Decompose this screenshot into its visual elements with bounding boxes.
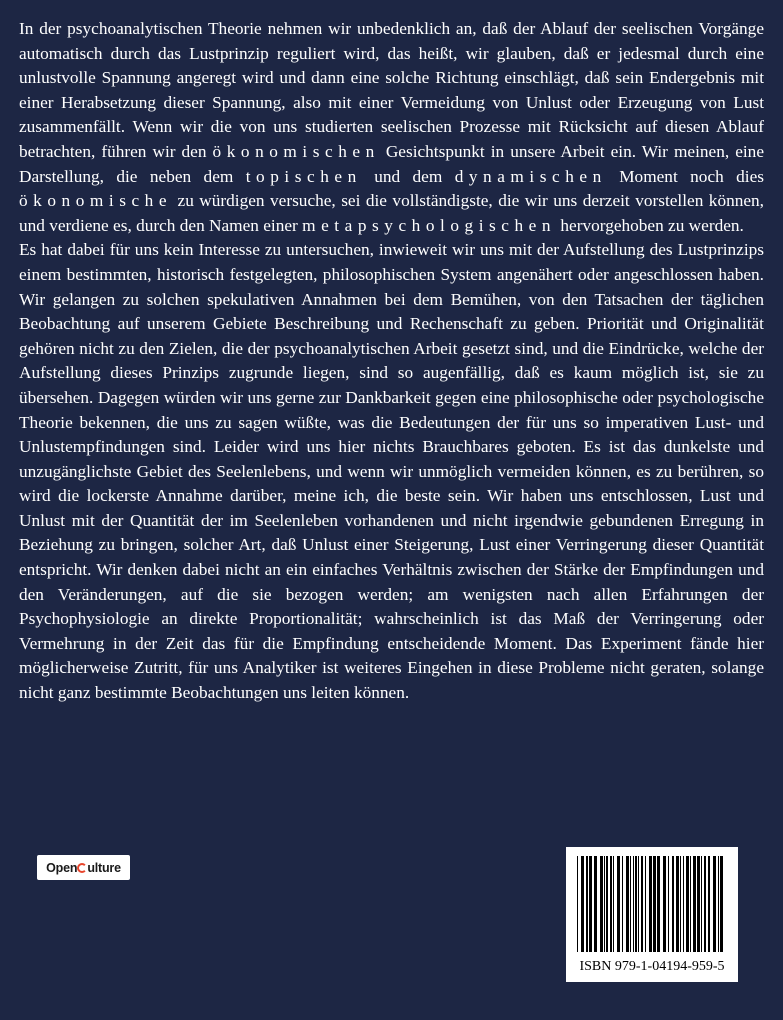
barcode-bar xyxy=(633,856,634,952)
paragraph-2: Es hat dabei für uns kein Interesse zu untersuchen, inwieweit wir uns mit der Aufstellung des Lustprinzips einem bestimmten, historisch festgelegten, philosophischen System angenähert oder angeschlossen haben. Wir gelangen zu solchen spekulativen Annahmen bei dem Bemühen, von den Tatsachen der täglichen Beobachtung auf unserem Gebiete Beschreibung und Rechenschaft zu geben. Priorität und Originalität gehören nicht zu den Zielen, die der psychoanalytischen Arbeit gesetzt sind, und die Eindrücke, welche der Aufstellung dieses Prinzips zugrunde liegen, sind so augenfällig, daß es kaum möglich ist, sie zu übersehen. Dagegen würden wir uns gerne zur Dankbarkeit gegen eine philosophische oder psychologische Theorie bekennen, die uns zu sagen wüßte, was die Bedeutungen der für uns so imperativen Lust- und Unlustempfindungen sind. Leider wird uns hier nichts Brauchbares geboten. Es ist das dunkelste und unzugänglichste Gebiet des Seelenlebens, und wenn wir unmöglich vermeiden können, es zu berühren, so wird die lockerste Annahme darüber, meine ich, die beste sein. Wir haben uns entschlossen, Lust und Unlust mit der Quantität der im Seelenleben vorhandenen und nicht irgendwie gebundenen Erregung in Beziehung zu bringen, solcher Art, daß Unlust einer Steigerung, Lust einer Verringerung dieser Quantität entspricht. Wir denken dabei nicht an ein einfaches Verhältnis zwischen der Stärke der Empfindungen und den Veränderungen, auf die sie bezogen werden; am wenigsten nach allen Erfahrungen der Psychophysiologie an direkte Proportionalität; wahrscheinlich ist das Maß der Verringerung oder Vermehrung in der Zeit das für die Empfindung entscheidende Moment. Das Experiment fände hier möglicherweise Zutritt, für uns Analytiker ist weiteres Eingehen in diese Probleme nicht geraten, solange nicht ganz bestimmte Beobachtungen uns leiten können. xyxy=(19,240,764,703)
barcode-bar xyxy=(663,856,666,952)
barcode-bar xyxy=(613,856,614,952)
barcode-bar xyxy=(672,856,674,952)
openculture-logo xyxy=(37,855,130,880)
barcode-bar xyxy=(676,856,679,952)
barcode-box xyxy=(566,847,738,982)
text-run: Moment noch dies xyxy=(606,166,764,186)
spaced-word: ökonomischen xyxy=(212,141,380,161)
logo-c-icon xyxy=(77,863,87,873)
barcode-bar xyxy=(617,856,620,952)
logo-text-culture: ulture xyxy=(87,860,121,875)
logo-text-open: Open xyxy=(46,860,78,875)
barcode-bar xyxy=(594,856,597,952)
barcode-bar xyxy=(641,856,643,952)
barcode-bar xyxy=(704,856,706,952)
barcode-bar xyxy=(718,856,719,952)
back-cover-text xyxy=(19,17,764,706)
spaced-word: topischen xyxy=(245,166,362,186)
barcode-bar xyxy=(604,856,605,952)
barcode-bar xyxy=(600,856,603,952)
text-run: und dem xyxy=(361,166,455,186)
barcode-bar xyxy=(638,856,639,952)
isbn-label: ISBN 979-1-04194-959-5 xyxy=(579,959,725,974)
spaced-word: dynamischen xyxy=(454,166,607,186)
barcode-bar xyxy=(622,856,623,952)
barcode-bar xyxy=(690,856,691,952)
barcode-bar xyxy=(581,856,584,952)
text-run: Gesichtspunkt in unsere Arbeit ein. Wir meinen, eine Darstellung, die neben dem xyxy=(19,141,764,186)
barcode-bar xyxy=(683,856,684,952)
barcode-bar xyxy=(626,856,629,952)
barcode-bar xyxy=(708,856,710,952)
barcode-bars xyxy=(575,856,729,956)
text-run: In der psychoanalytischen Theorie nehmen wir unbedenklich an, daß der Ablauf der seelischen Vorgänge automatisch durch das Lustprinzip reguliert wird, das heißt, wir glauben, daß er jedesmal durch eine unlustvolle Spannung angeregt wird und dann eine solche Richtung einschlägt, daß sein Endergebnis mit einer Herabsetzung dieser Spannung, also mit einer Vermeidung von Unlust oder Erzeugung von Lust zusammenfällt. Wenn wir die von uns studierten seelischen Prozesse mit Rücksicht auf diesen Ablauf betrachten, führen wir den xyxy=(19,19,764,161)
barcode-bar xyxy=(586,856,588,952)
barcode-bar xyxy=(686,856,689,952)
text-run: zu würdigen versuche, sei die vollständigste, die wir uns derzeit vorstellen können, und verdiene es, durch den Namen einer xyxy=(19,191,764,235)
barcode-bar xyxy=(693,856,696,952)
barcode-bar xyxy=(645,856,646,952)
spaced-word: ökonomische xyxy=(19,191,173,211)
barcode-bar xyxy=(657,856,660,952)
barcode-bar xyxy=(610,856,612,952)
barcode-bar xyxy=(606,856,608,952)
spaced-word: metapsychologischen xyxy=(302,215,557,235)
barcode-bar xyxy=(697,856,700,952)
barcode-bar xyxy=(720,856,723,952)
barcode-bar xyxy=(680,856,681,952)
text-run: hervorgehoben zu werden. xyxy=(556,215,744,235)
paragraph-1 xyxy=(19,17,764,238)
barcode-bar xyxy=(635,856,637,952)
barcode-bar xyxy=(649,856,652,952)
barcode-bar xyxy=(713,856,716,952)
barcode-bar xyxy=(653,856,656,952)
barcode-bar xyxy=(668,856,669,952)
barcode-bar xyxy=(589,856,592,952)
barcode-bar xyxy=(701,856,702,952)
barcode-bar xyxy=(630,856,631,952)
barcode-bar xyxy=(577,856,578,952)
